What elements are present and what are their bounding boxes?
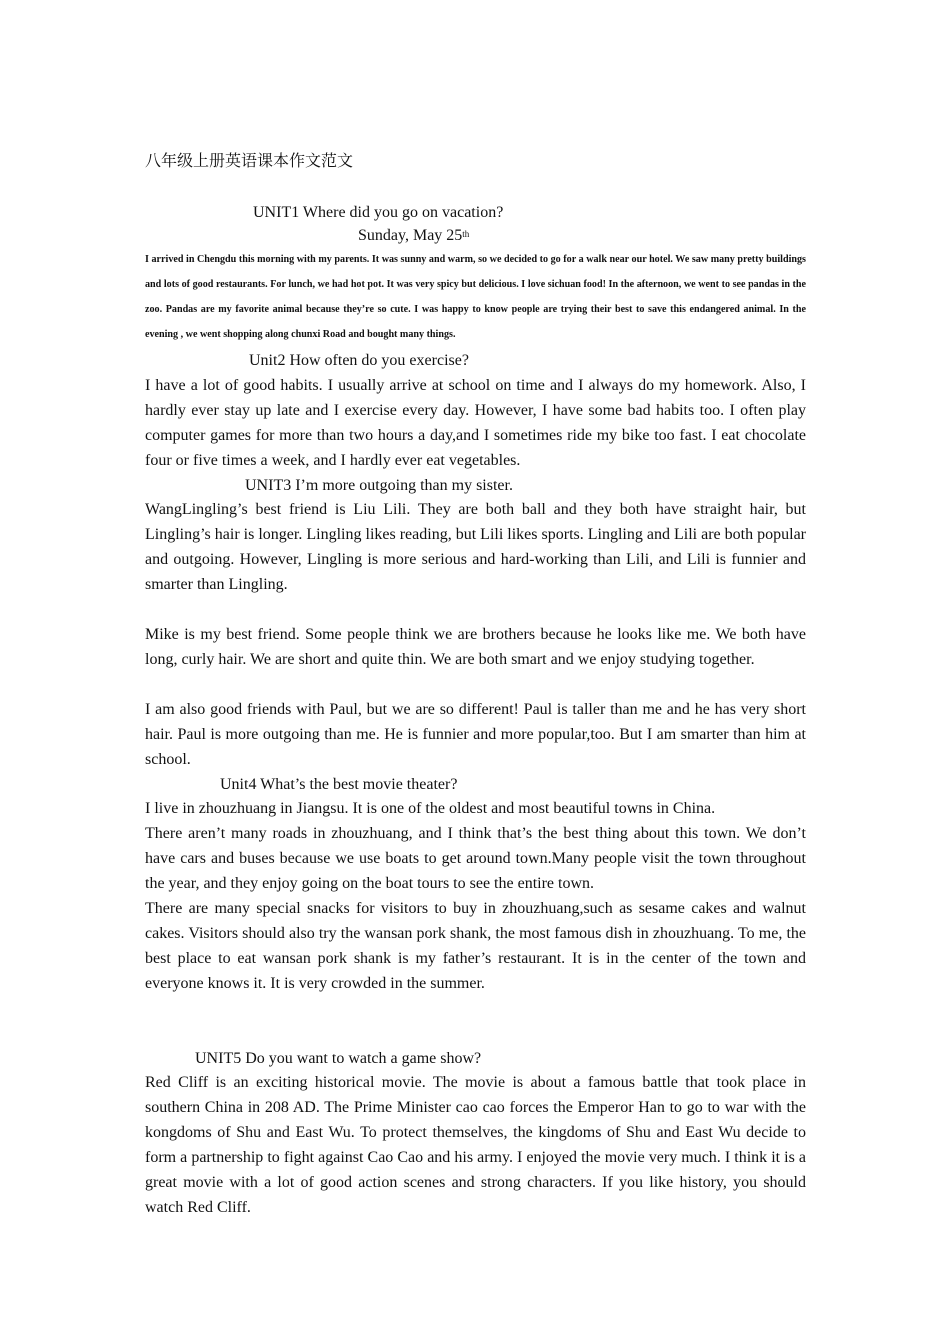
unit1-paragraph: I arrived in Chengdu this morning with my parents. It was sunny and warm, so we decided to go for a walk near our hotel. We saw many pretty buildings and lots of good restaurants. For lunch, we had hot pot. It was very spicy but delicious. I love sichuan food! In the afternoon, we went to see pandas in the zoo. Pandas are my favorite animal because they’re so cute. I was happy to know people are trying their best to save this endangered animal. In the evening , we went shopping along chunxi Road and bought many things. (145, 254, 806, 340)
unit3-heading: UNIT3 I’m more outgoing than my sister. (245, 477, 513, 494)
unit1-date-suffix: th (462, 229, 470, 239)
unit1-heading: UNIT1 Where did you go on vacation? (253, 204, 504, 221)
unit5-paragraph: Red Cliff is an exciting historical movie. The movie is about a famous battle that took place in southern China in 208 AD. The Prime Minister cao cao forces the Emperor Han to go to war with the kongdoms of Shu and East Wu. To protect themselves, the kingdoms of Shu and East Wu decide to form a partnership to fight against Cao Cao and his army. I enjoyed the movie very much. I think it is a great movie with a lot of good action scenes and strong characters. If you like history, you should watch Red Cliff. (145, 1074, 806, 1216)
unit4-paragraph-1: I live in zhouzhuang in Jiangsu. It is one of the oldest and most beautiful towns in China. (145, 800, 716, 817)
unit3-paragraph-1: WangLingling’s best friend is Liu Lili. They are both ball and they both have straight hair, but Lingling’s hair is longer. Lingling likes reading, but Lili likes sports. Lingling and Lili are both popular and outgoing. However, Lingling is more serious and hard-working than Lili, and Lili is funnier and smarter than Lingling. (145, 501, 806, 593)
unit3-paragraph-2: Mike is my best friend. Some people think we are brothers because he looks like me. We both have long, curly hair. We are short and quite thin. We are both smart and we enjoy studying together. (145, 626, 806, 668)
unit2-paragraph: I have a lot of good habits. I usually arrive at school on time and I always do my homework. Also, I hardly ever stay up late and I exercise every day. However, I have some bad habits too. I often play computer games for more than two hours a day,and I sometimes ride my bike too fast. I eat chocolate four or five times a week, and I hardly ever eat vegetables. (145, 377, 806, 469)
unit5-heading: UNIT5 Do you want to watch a game show? (195, 1050, 482, 1067)
unit3-paragraph-3: I am also good friends with Paul, but we are so different! Paul is taller than me and he has very short hair. Paul is more outgoing than me. He is funnier and more popular,too. But I am smarter than him at school. (145, 701, 806, 768)
unit2-heading: Unit2 How often do you exercise? (249, 352, 469, 369)
unit4-paragraph-3: There are many special snacks for visitors to buy in zhouzhuang,such as sesame cakes and walnut cakes. Visitors should also try the wansan pork shank, the most famous dish in zhouzhuang. To me, the best place to eat wansan pork shank is my father’s restaurant. It is in the center of the town and everyone knows it. It is very crowded in the summer. (145, 900, 806, 992)
unit4-heading: Unit4 What’s the best movie theater? (220, 776, 458, 793)
unit4-paragraph-2: There aren’t many roads in zhouzhuang, and I think that’s the best thing about this town. We don’t have cars and buses because we use boats to get around town.Many people visit the town throughout the year, and they enjoy going on the boat tours to see the entire town. (145, 825, 806, 892)
unit1-date (358, 226, 469, 246)
unit1-date-text: Sunday, May 25 (358, 227, 463, 244)
document-title: 八年级上册英语课本作文范文 (145, 151, 354, 170)
